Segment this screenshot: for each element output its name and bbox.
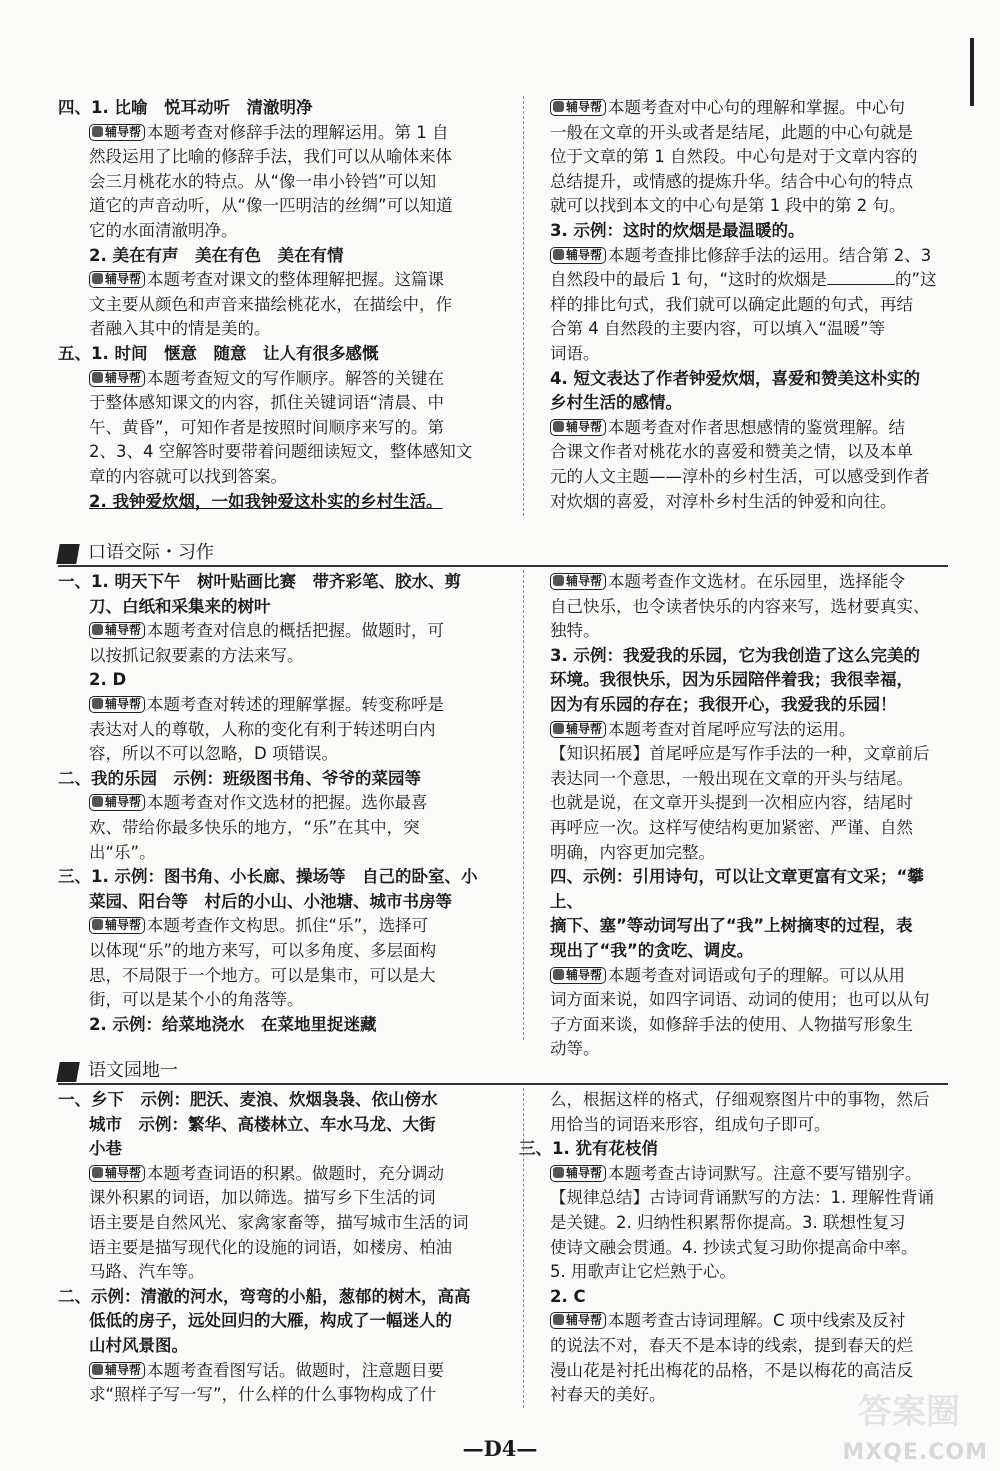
answer-line: 3. 示例：这时的炊烟是最温暖的。 [550, 220, 805, 240]
explanation: 辅导帮 本题考查对转述的理解掌握。转变称呼是 [58, 693, 494, 718]
answer-heading: 四、示例：引用诗句，可以让文章更富有文采；“攀上、 [550, 867, 924, 911]
explanation-line: 明确，内容更加完整。 [550, 842, 715, 862]
answer-line: 2. 美在有声 美在有色 美在有情 [89, 245, 344, 265]
explanation-line: 独特。 [550, 621, 600, 641]
column-divider [523, 96, 525, 516]
tutor-icon [92, 796, 103, 807]
tutor-icon [553, 421, 564, 432]
tutor-tag: 辅导帮 [89, 271, 145, 288]
column-divider [523, 570, 525, 1040]
fill-blank [827, 270, 895, 285]
tutor-tag: 辅导帮 [550, 967, 606, 984]
explanation-line: 样的排比句式，我们就可以确定此题的句式，再结 [550, 294, 913, 314]
explanation-line: 马路、汽车等。 [89, 1262, 205, 1282]
tutor-icon [92, 1167, 103, 1178]
page-edge-bar [970, 38, 974, 106]
explanation-line: 合课文作者对桃花水的喜爱和赞美之情，以及本单 [550, 442, 913, 462]
page-number: —D4— [462, 1436, 538, 1461]
answer-line: 因为有乐园的存在；我很开心，我爱我的乐园！ [550, 694, 897, 714]
explanation-line: 以体现“乐”的地方来写，可以多角度、多层面构 [89, 940, 437, 960]
tutor-tag: 辅导帮 [550, 1165, 606, 1182]
explanation: 辅导帮 本题考查词语的积累。做题时，充分调动 [58, 1162, 494, 1187]
explanation: 辅导帮 本题考查看图写话。做题时，注意题目要 [58, 1359, 494, 1384]
tutor-icon [553, 101, 564, 112]
answer-heading: 二、示例：清澈的河水，弯弯的小船，葱郁的树木，高高 [58, 1286, 471, 1306]
watermark-url: MXQE.COM [842, 1440, 988, 1465]
explanation: 辅导帮 本题考查对作文选材的把握。选你最喜 [58, 791, 494, 816]
explanation-line: 表达对人的尊敬，人称的变化有利于转述明白内 [89, 719, 436, 739]
tutor-icon [92, 919, 103, 930]
section-header-oral [58, 540, 220, 564]
answer-line: 城市 示例：繁华、高楼林立、车水马龙、大街 [89, 1114, 436, 1134]
explanation-line: 出“乐”。 [89, 842, 156, 862]
answer-line: 菜园、阳台等 村后的小山、小池塘、城市书房等 [89, 891, 452, 911]
tutor-tag: 辅导帮 [89, 917, 145, 934]
watermark-logo: 答案圈 [858, 1392, 960, 1432]
section-rule [58, 565, 948, 567]
section-title: 语文园地一 [88, 1060, 178, 1081]
explanation-line: 于整体感知课文的内容，抓住关键词语“清晨、中 [89, 393, 445, 413]
answer-line: 2. 示例：给菜地浇水 在菜地里捉迷藏 [89, 1014, 377, 1034]
answer-line: 3. 示例：我爱我的乐园，它为我创造了这么完美的 [550, 645, 920, 665]
tutor-tag: 辅导帮 [550, 247, 606, 264]
answer-heading: 一、1. 明天下午 树叶贴画比赛 带齐彩笔、胶水、剪 [58, 572, 461, 591]
explanation-line: 用恰当的词语来形容，组成句子即可。 [550, 1114, 831, 1134]
explanation-line: 表达同一个意思，一般出现在文章的开头与结尾。 [550, 768, 913, 788]
rule-summary: 【规律总结】古诗词背诵默写的方法：1. 理解性背诵 [550, 1188, 934, 1208]
answer-line: 2. 我钟爱炊烟，一如我钟爱这朴实的乡村生活。 [89, 491, 443, 511]
explanation-line: 道它的声音动听，从“像一匹明洁的丝绸”可以知道 [89, 196, 453, 216]
answer-line: 乡村生活的感情。 [550, 393, 682, 413]
explanation-line: 使诗文融会贯通。4. 抄读式复习助你提高命中率。 [550, 1237, 918, 1257]
explanation-line: 一般在文章的开头或者是结尾，此题的中心句就是 [550, 122, 913, 142]
explanation: 辅导帮 本题考查古诗词理解。C 项中线索及反衬 [550, 1309, 954, 1334]
section-marker-icon [56, 1062, 80, 1082]
tutor-icon [553, 1167, 564, 1178]
explanation-line: 漫山花是衬托出梅花的品格，不是以梅花的高洁反 [550, 1360, 913, 1380]
answer-heading: 三、1. 犹有花枝俏 [519, 1139, 658, 1159]
answer-heading: 四、1. 比喻 悦耳动听 清澈明净 [58, 98, 313, 117]
explanation: 辅导帮 本题考查对作者思想感情的鉴赏理解。结 [550, 416, 954, 441]
tutor-tag: 辅导帮 [550, 721, 606, 738]
column-divider [523, 1088, 525, 1408]
tutor-icon [92, 1364, 103, 1375]
explanation-line: 者融入其中的情是美的。 [89, 319, 271, 339]
explanation: 辅导帮 本题考查古诗词默写。注意不要写错别字。 [550, 1162, 954, 1187]
explanation-line: 元的人文主题——淳朴的乡村生活，可以感受到作者 [550, 466, 930, 486]
tutor-tag: 辅导帮 [89, 1165, 145, 1182]
explanation-line: 就可以找到本文的中心句是第 1 段中的第 2 句。 [550, 196, 906, 216]
explanation-line: 求“照样子写一写”，什么样的什么事物构成了什 [89, 1385, 437, 1405]
tutor-tag: 辅导帮 [89, 1362, 145, 1379]
answer-heading: 三、1. 示例：图书角、小长廊、操场等 自己的卧室、小 [58, 867, 478, 887]
explanation-line: 街，可以是某个小的角落等。 [89, 990, 304, 1010]
answer-heading: 一、乡下 示例：肥沃、麦浪、炊烟袅袅、依山傍水 [58, 1090, 438, 1109]
explanation-line: 对炊烟的喜爱，对淳朴乡村生活的钟爱和向往。 [550, 491, 897, 511]
answer-line: 2. D [89, 670, 127, 690]
explanation: 辅导帮 本题考查作文选材。在乐园里，选择能令 [550, 570, 954, 595]
explanation-line: 自然段中的最后 1 句，“这时的炊烟是 的”这 [550, 270, 937, 290]
explanation-line: 2、3、4 空解答时要带着问题细读短文，整体感知文 [89, 442, 473, 462]
answer-line: 山村风景图。 [89, 1335, 188, 1355]
answer-line: 2. C [550, 1286, 586, 1306]
section-title: 口语交际・习作 [88, 542, 214, 563]
tutor-icon [92, 698, 103, 709]
explanation-line: 以按抓记叙要素的方法来写。 [89, 645, 304, 665]
tutor-icon [92, 273, 103, 284]
tutor-tag: 辅导帮 [89, 622, 145, 639]
explanation: 辅导帮 本题考查对中心句的理解和掌握。中心句 [550, 96, 954, 121]
answer-line: 刀、白纸和采集来的树叶 [89, 596, 271, 616]
section-marker-icon [56, 544, 80, 564]
explanation-line: 语主要是描写现代化的设施的词语，如楼房、柏油 [89, 1237, 452, 1257]
tutor-icon [92, 372, 103, 383]
tutor-icon [553, 575, 564, 586]
answer-heading: 五、1. 时间 惬意 随意 让人有很多感慨 [58, 343, 379, 363]
tutor-icon [553, 249, 564, 260]
section3-right-column [519, 1088, 954, 1408]
explanation-line: 欢、带给你最多快乐的地方，“乐”在其中，突 [89, 817, 420, 837]
explanation-line: 么，根据这样的格式，仔细观察图片中的事物，然后 [550, 1090, 930, 1109]
explanation-line: 然段运用了比喻的修辞手法，我们可以从喻体来体 [89, 147, 452, 167]
explanation-line: 合第 4 自然段的主要内容，可以填入“温暖”等 [550, 319, 886, 339]
answer-line: 现出了“我”的贪吃、调皮。 [550, 940, 754, 960]
explanation-line: 会三月桃花水的特点。从“像一串小铃铛”可以知 [89, 171, 437, 191]
explanation-line: 总结提升，或情感的提炼升华。结合中心句的特点 [550, 171, 913, 191]
section2-right-column [550, 570, 954, 1062]
explanation-line: 也就是说，在文章开头提到一次相应内容，结尾时 [550, 793, 913, 813]
answer-line: 环境。我很快乐，因为乐园陪伴着我；我很幸福， [550, 670, 913, 690]
explanation-line: 词语。 [550, 343, 600, 363]
tutor-icon [553, 1314, 564, 1325]
explanation-line: 语主要是自然风光、家禽家畜等，描写城市生活的词 [89, 1212, 469, 1232]
explanation-line: 是关键。2. 归纳性积累帮你提高。3. 联想性复习 [550, 1212, 906, 1232]
answer-heading: 二、我的乐园 示例：班级图书角、爷爷的菜园等 [58, 768, 421, 788]
explanation-line: 衬春天的美好。 [550, 1385, 666, 1405]
explanation-line: 子方面来谈，如修辞手法的使用、人物描写形象生 [550, 1014, 913, 1034]
tutor-tag: 辅导帮 [89, 124, 145, 141]
tutor-tag: 辅导帮 [550, 99, 606, 116]
section3-left-column [58, 1088, 494, 1408]
answer-line: 4. 短文表达了作者钟爱炊烟，喜爱和赞美这朴实的 [550, 368, 920, 388]
explanation: 辅导帮 本题考查对课文的整体理解把握。这篇课 [58, 268, 494, 293]
explanation-line: 词方面来说，如四字词语、动词的使用；也可以从句 [550, 990, 930, 1010]
answer-line: 摘下、塞”等动词写出了“我”上树摘枣的过程，表 [550, 916, 913, 936]
explanation: 辅导帮 本题考查对修辞手法的理解运用。第 1 自 [58, 121, 494, 146]
explanation-line: 章的内容就可以找到答案。 [89, 466, 287, 486]
explanation: 辅导帮 本题考查短文的写作顺序。解答的关键在 [58, 367, 494, 392]
section2-left-column [58, 570, 494, 1037]
explanation-line: 思，不局限于一个地方。可以是集市，可以是大 [89, 965, 436, 985]
tutor-icon [92, 126, 103, 137]
explanation-line: 文主要从颜色和声音来描绘桃花水，在描绘中，作 [89, 294, 452, 314]
answer-line: 小巷 [89, 1139, 122, 1159]
tutor-icon [92, 624, 103, 635]
knowledge-extension: 【知识拓展】首尾呼应是写作手法的一种，文章前后 [550, 744, 930, 764]
explanation-line: 它的水面清澈明净。 [89, 220, 238, 240]
explanation: 辅导帮 本题考查对信息的概括把握。做题时，可 [58, 619, 494, 644]
explanation-line: 动等。 [550, 1039, 600, 1059]
explanation-line: 课外积累的词语，加以筛选。描写乡下生活的词 [89, 1188, 436, 1208]
explanation: 辅导帮 本题考查作文构思。抓住“乐”，选择可 [58, 914, 494, 939]
explanation-line: 位于文章的第 1 自然段。中心句是对于文章内容的 [550, 147, 918, 167]
explanation-line: 自己快乐，也令读者快乐的内容来写，选材要真实、 [550, 596, 930, 616]
section1-right-column [550, 96, 954, 514]
tutor-tag: 辅导帮 [550, 419, 606, 436]
tutor-tag: 辅导帮 [550, 573, 606, 590]
explanation: 辅导帮 本题考查排比修辞手法的运用。结合第 2、3 [550, 244, 954, 269]
explanation-line: 的说法不对，春天不是本诗的线索，提到春天的烂 [550, 1335, 913, 1355]
answer-line: 低低的房子，远处回归的大雁，构成了一幅迷人的 [89, 1311, 452, 1331]
tutor-tag: 辅导帮 [550, 1312, 606, 1329]
tutor-tag: 辅导帮 [89, 370, 145, 387]
tutor-icon [553, 969, 564, 980]
tutor-tag: 辅导帮 [89, 696, 145, 713]
section-header-garden [58, 1058, 184, 1082]
tutor-icon [553, 723, 564, 734]
explanation: 辅导帮 本题考查对首尾呼应写法的运用。 [550, 718, 954, 743]
section-rule [58, 1083, 948, 1085]
explanation-line: 午、黄昏”，可知作者是按照时间顺序来写的。第 [89, 417, 445, 437]
explanation-line: 容，所以不可以忽略，D 项错误。 [89, 744, 338, 764]
explanation-line: 5. 用歌声让它烂熟于心。 [550, 1262, 736, 1282]
explanation-line: 再呼应一次。这样写使结构更加紧密、严谨、自然 [550, 817, 913, 837]
tutor-tag: 辅导帮 [89, 794, 145, 811]
explanation: 辅导帮 本题考查对词语或句子的理解。可以从用 [550, 964, 954, 989]
section1-left-column [58, 96, 494, 514]
